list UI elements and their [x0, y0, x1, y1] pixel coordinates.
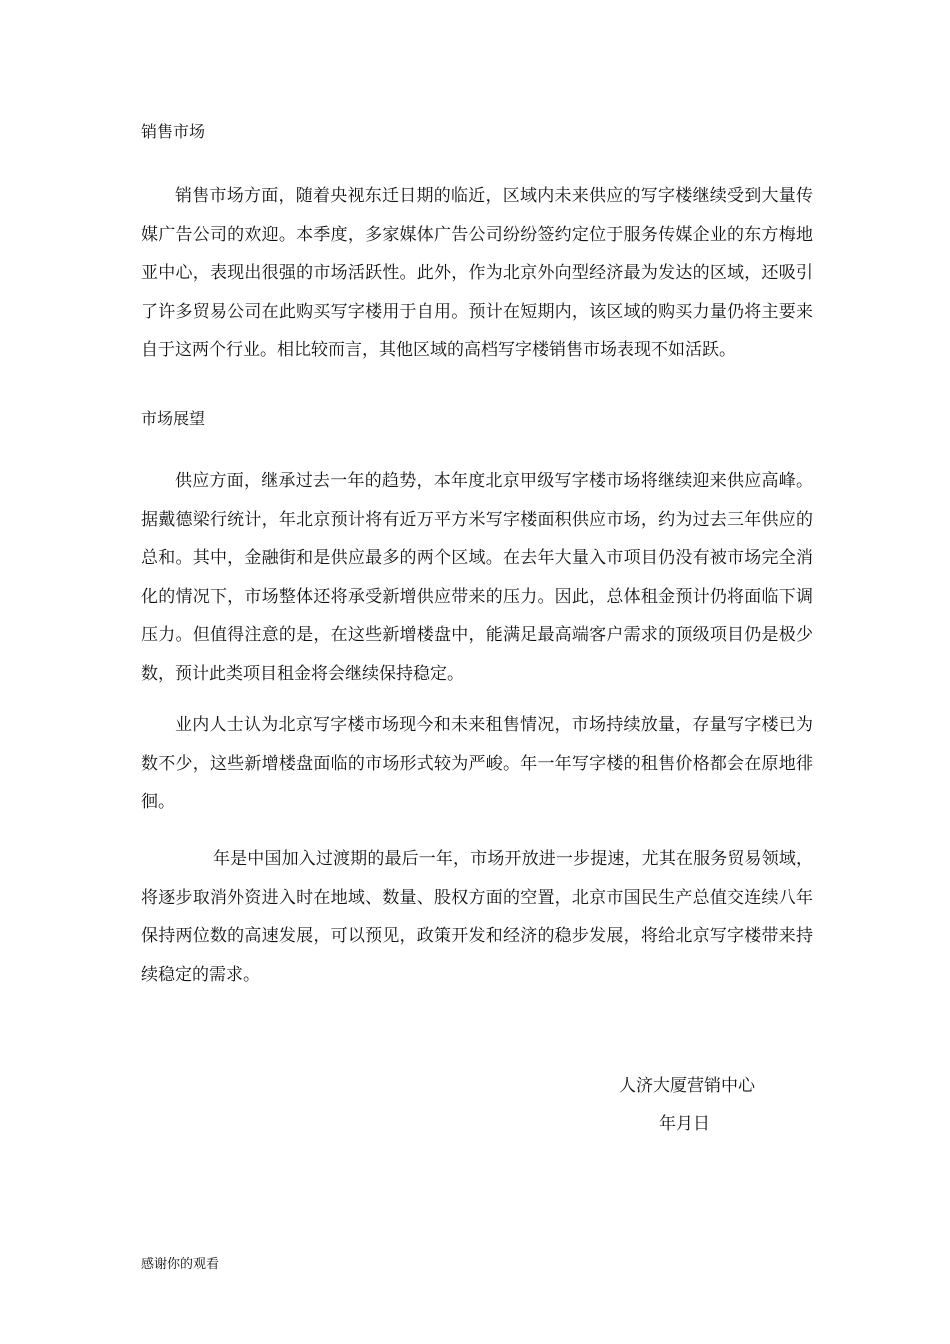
signature-date: 年月日 — [659, 1114, 710, 1134]
section-heading-outlook: 市场展望 — [141, 409, 206, 428]
paragraph-outlook-supply: 供应方面，继承过去一年的趋势，本年度北京甲级写字楼市场将继续迎来供应高峰。据戴德梁行统计，年北京预计将有近万平方米写字楼面积供应市场，约为过去三年供应的总和。其中，金融街和是供应最多的两个区域。在去年大量入市项目仍没有被市场完全消化的情况下，市场整体还将承受新增供应带来的压力。因此，总体租金预计仍将面临下调压力。但值得注意的是，在这些新增楼盘中，能满足最高端客户需求的顶级项目仍是极少数，预计此类项目租金将会继续保持稳定。 — [141, 471, 813, 684]
paragraph-sales: 销售市场方面，随着央视东迁日期的临近，区域内未来供应的写字楼继续受到大量传媒广告公司的欢迎。本季度，多家媒体广告公司纷纷签约定位于服务传媒企业的东方梅地亚中心，表现出很强的市场活跃性。此外，作为北京外向型经济最为发达的区域，还吸引了许多贸易公司在此购买写字楼用于自用。预计在短期内，该区域的购买力量仍将主要来自于这两个行业。相比较而言，其他区域的高档写字楼销售市场表现不如活跃。 — [141, 186, 813, 360]
section-heading-sales: 销售市场 — [141, 122, 206, 141]
signature-organization: 人济大厦营销中心 — [619, 1076, 755, 1096]
paragraph-outlook-industry-view: 业内人士认为北京写字楼市场现今和未来租售情况，市场持续放量，存量写字楼已为数不少，这些新增楼盘面临的市场形式较为严峻。年一年写字楼的租售价格都会在原地徘徊。 — [141, 715, 813, 812]
paragraph-outlook-transition: 年是中国加入过渡期的最后一年，市场开放进一步提速，尤其在服务贸易领域，将逐步取消外资进入时在地域、数量、股权方面的空置，北京市国民生产总值交连续八年保持两位数的高速发展，可以预见，政策开发和经济的稳步发展，将给北京写字楼带来持续稳定的需求。 — [141, 849, 813, 985]
footer-thanks-note: 感谢你的观看 — [141, 1257, 220, 1272]
